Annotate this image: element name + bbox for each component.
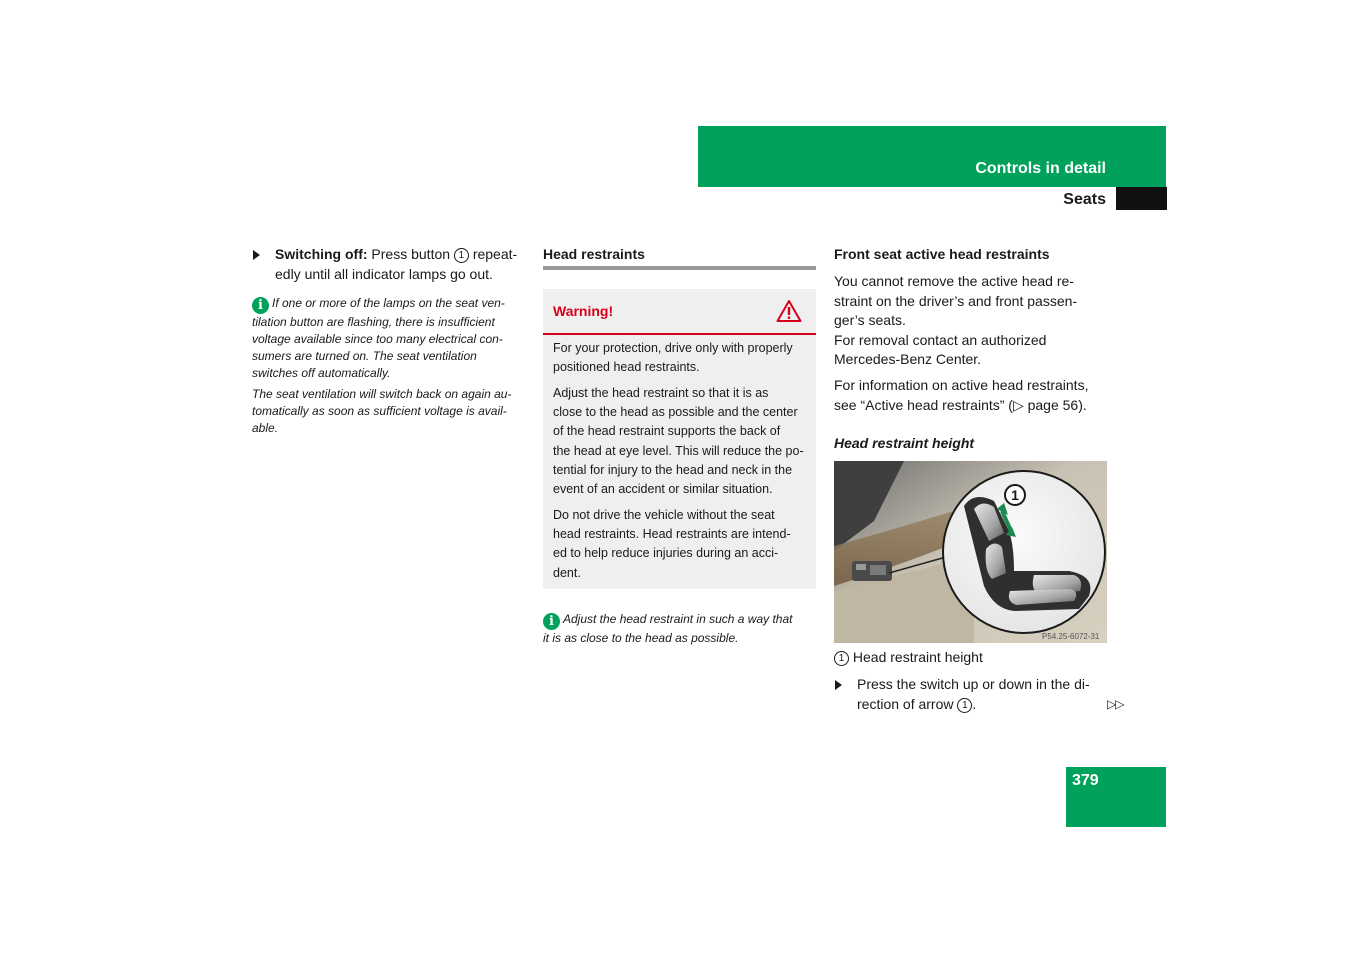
image-code: P54.25-6072-31 — [1042, 632, 1100, 641]
text-line: straint on the driver’s and front passen- — [834, 292, 1078, 309]
warning-paragraph — [553, 384, 811, 499]
warning-header — [543, 289, 816, 335]
info-icon: i — [252, 297, 269, 314]
bullet-text-2: repeat- — [468, 246, 518, 262]
info-line: If one or more of the lamps on the seat ven- — [272, 296, 505, 310]
header-tab-marker — [1116, 187, 1167, 210]
text-line: For removal contact an authorized — [834, 331, 1047, 348]
info-line: Adjust the head restraint in such a way that — [563, 612, 793, 626]
info-line: voltage available since too many electrical con- — [252, 332, 503, 346]
caption-text: Head restraint height — [849, 649, 983, 665]
warning-line: dent. — [553, 565, 581, 580]
warning-paragraph — [553, 506, 811, 583]
heading-active-head-restraints: Front seat active head restraints — [834, 246, 1050, 262]
bullet-text: . — [972, 695, 977, 712]
info-line: it is as close to the head as possible. — [543, 631, 739, 645]
bullet-text-line2: edly until all indicator lamps go out. — [275, 265, 493, 282]
seat-switch-illustration — [834, 461, 1107, 643]
bullet-arrow-icon — [253, 250, 260, 260]
info-line: switches off automatically. — [252, 366, 391, 380]
info-note-adjust — [543, 611, 823, 647]
warning-line: of the head restraint supports the back of — [553, 424, 781, 439]
continued-marker: ▷▷ — [1107, 697, 1124, 711]
bullet-text: rection of arrow — [857, 695, 958, 712]
section-title: Controls in detail — [975, 160, 1106, 177]
bullet-label: Switching off: — [275, 246, 368, 262]
warning-line: tential for injury to the head and neck in the — [553, 462, 793, 477]
text-line: ger’s seats. — [834, 312, 906, 328]
bullet-arrow-icon — [835, 680, 842, 690]
info-icon: i — [543, 613, 560, 630]
callout-1-marker: 1 — [454, 248, 469, 263]
callout-1-marker: 1 — [957, 698, 972, 713]
info-note-voltage — [252, 295, 532, 382]
cross-reference-link: see “Active head restraints” (▷ page 56). — [834, 396, 1087, 413]
bullet-text: Press button — [367, 246, 454, 262]
bullet-text: Press the switch up or down in the di- — [857, 676, 1090, 692]
paragraph-removal — [834, 272, 1114, 370]
page-number: 379 — [1072, 772, 1099, 789]
warning-line: Do not drive the vehicle without the seat — [553, 508, 775, 522]
note-line: able. — [252, 421, 279, 435]
warning-box — [543, 289, 816, 589]
warning-label: Warning! — [553, 303, 614, 319]
warning-line: the head at eye level. This will reduce the po- — [553, 443, 804, 458]
note-ventilation-resume — [252, 386, 532, 437]
section-subtitle: Seats — [1063, 191, 1106, 208]
press-switch-instruction — [834, 675, 1124, 714]
paragraph-reference — [834, 376, 1124, 415]
note-line: tomatically as soon as sufficient voltage is avail- — [252, 404, 507, 418]
info-line: sumers are turned on. The seat ventilation — [252, 349, 477, 363]
warning-line: close to the head as possible and the center — [553, 405, 798, 420]
text-line: You cannot remove the active head re- — [834, 273, 1074, 289]
warning-line: positioned head restraints. — [553, 360, 700, 375]
note-line: The seat ventilation will switch back on again au- — [252, 387, 512, 401]
heading-rule — [543, 266, 816, 270]
warning-line: event of an accident or similar situation. — [553, 482, 773, 497]
callout-1-label: 1 — [1011, 487, 1019, 503]
warning-paragraph — [553, 339, 811, 377]
subheading-height: Head restraint height — [834, 435, 975, 451]
warning-line: For your protection, drive only with properly — [553, 341, 793, 355]
switching-off-instruction — [252, 245, 532, 284]
warning-triangle-icon — [776, 299, 802, 323]
callout-1-marker: 1 — [834, 651, 849, 666]
text-line: Mercedes-Benz Center. — [834, 351, 982, 367]
heading-head-restraints: Head restraints — [543, 246, 645, 262]
info-line: tilation button are flashing, there is insufficient — [252, 315, 495, 329]
warning-line: Adjust the head restraint so that it is as — [553, 386, 769, 400]
warning-line: ed to help reduce injuries during an acci- — [553, 546, 779, 561]
text-line: For information on active head restraints, — [834, 377, 1089, 393]
warning-line: head restraints. Head restraints are intend- — [553, 527, 791, 542]
image-caption — [834, 648, 983, 668]
